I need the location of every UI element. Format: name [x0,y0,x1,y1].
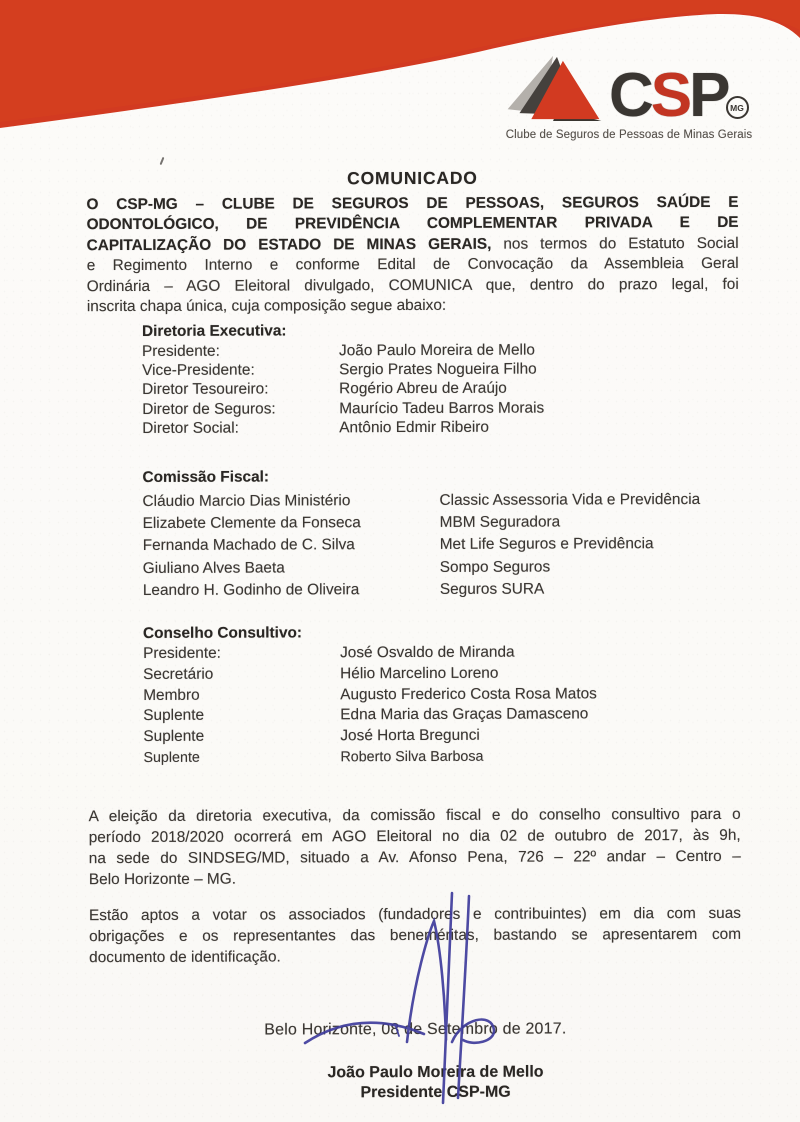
company-name: Seguros SURA [439,580,545,599]
member-name: Giuliano Alves Baeta [142,559,285,577]
role-label: Presidente: [141,342,220,360]
company-name: Met Life Seguros e Previdência [439,535,654,554]
logo-mg-badge: MG [726,96,749,119]
paragraph-line: A eleição da diretoria executiva, da comissão fiscal e do conselho consultivo para o [88,805,741,825]
conselho-row [143,746,740,769]
role-label: Suplente [143,707,205,725]
diretoria-rows [142,340,739,438]
document-body [86,167,741,1104]
csp-mg-logo [503,50,755,141]
paragraph-line: período 2018/2020 ocorrerá em AGO Eleitoral no dia 02 de outubro de 2017, às 9h, [88,826,741,846]
conselho-row [143,684,740,707]
intro-line: inscrita chapa única, cuja composição segue abaixo: [86,296,447,316]
member-name: Maurício Tadeu Barros Morais [339,399,545,417]
signature-block [129,1062,741,1103]
intro-line: ODONTOLÓGICO, DE PREVIDÊNCIA COMPLEMENTAR PRIVADA E DE [86,213,739,234]
logo-top-row [503,50,755,130]
role-label: Diretor de Seguros: [142,400,276,418]
member-name: José Horta Bregunci [340,727,480,745]
conselho-rows [143,642,740,769]
conselho-row [143,725,740,748]
scan-artifact [160,157,165,165]
conselho-row [143,663,740,686]
company-name: Classic Assessoria Vida e Previdência [439,490,701,509]
member-name: Roberto Silva Barbosa [340,748,484,766]
intro-paragraph [86,192,738,317]
role-label: Membro [143,686,200,704]
section-conselho-consultivo [143,621,741,768]
comissao-row [143,578,740,602]
section-heading: Comissão Fiscal: [142,468,270,486]
intro-line: O CSP-MG – CLUBE DE SEGUROS DE PESSOAS, SEGUROS SAÚDE E [86,193,739,213]
role-label: Secretário [143,665,214,683]
member-name: Augusto Frederico Costa Rosa Matos [340,685,597,703]
election-paragraph [89,804,741,890]
paragraph-line: obrigações e os representantes das beneméritas, bastando se apresentarem com [89,925,742,945]
diretoria-row [142,340,739,361]
member-name: Rogério Abreu de Araújo [339,380,507,398]
logo-acronym [609,60,728,130]
paragraph-line: documento de identificação. [89,948,281,966]
signer-title: Presidente CSP-MG [360,1083,511,1102]
role-label: Presidente: [143,644,221,662]
role-label: Suplente [143,727,205,746]
comissao-row [143,556,740,580]
role-label: Suplente [143,749,200,766]
intro-line: Ordinária – AGO Eleitoral divulgado, COMUNICA que, dentro do prazo legal, foi [86,275,739,295]
role-label: Vice-Presidente: [142,361,255,380]
comissao-row [143,511,740,535]
member-name: José Osvaldo de Miranda [340,643,515,662]
role-label: Diretor Social: [142,419,239,437]
page-title: COMUNICADO [347,167,478,189]
intro-line: e Regimento Interno e conforme Edital de Convocação da Assembleia Geral [86,254,739,275]
comissao-row [143,533,740,557]
member-name: Elizabete Clemente da Fonseca [142,514,361,532]
section-heading: Diretoria Executiva: [141,321,287,340]
intro-line3-bold: CAPITALIZAÇÃO DO ESTADO DE MINAS GERAIS, [86,235,492,254]
intro-line [87,233,739,256]
logo-letter-c: C [609,60,651,130]
diretoria-row [142,378,739,399]
member-name: Cláudio Marcio Dias Ministério [142,491,351,510]
member-name: Antônio Edmir Ribeiro [339,418,490,437]
conselho-row [143,642,740,665]
logo-triangles-icon [503,50,609,124]
section-heading: Conselho Consultivo: [142,623,303,642]
diretoria-row [142,417,739,438]
role-label: Diretor Tesoureiro: [142,380,269,399]
diretoria-row [142,359,739,380]
conselho-row [143,704,740,727]
intro-line3-rest: nos termos do Estatuto Social [491,234,739,253]
comissao-row [142,488,739,512]
logo-letter-p: P [689,60,728,130]
paragraph-line: Estão aptos a votar os associados (fundadores e contribuintes) em dia com suas [88,904,742,924]
section-diretoria-executiva [142,319,739,438]
member-name: Fernanda Machado de C. Silva [142,536,355,555]
logo-letter-s: S [650,60,690,130]
dateline: Belo Horizonte, 08 de Setembro de 2017. [264,1020,567,1039]
company-name: Sompo Seguros [439,558,551,576]
member-name: Hélio Marcelino Loreno [340,664,499,683]
paragraph-line: Belo Horizonte – MG. [88,870,237,888]
paragraph-line: na sede do SINDSEG/MD, situado a Av. Afonso Pena, 726 – 22º andar – Centro – [88,847,741,867]
member-name: Sergio Prates Nogueira Filho [339,360,537,379]
member-name: João Paulo Moreira de Mello [338,341,535,360]
section-comissao-fiscal [142,466,739,603]
diretoria-row [142,397,739,418]
company-name: MBM Seguradora [439,513,561,531]
logo-tagline: Clube de Seguros de Pessoas de Minas Gerais [505,129,753,141]
member-name: Leandro H. Godinho de Oliveira [142,581,360,600]
comissao-rows [142,488,739,602]
member-name: Edna Maria das Graças Damasceno [340,705,589,724]
signer-name: João Paulo Moreira de Mello [327,1063,544,1082]
voters-paragraph [89,903,741,968]
